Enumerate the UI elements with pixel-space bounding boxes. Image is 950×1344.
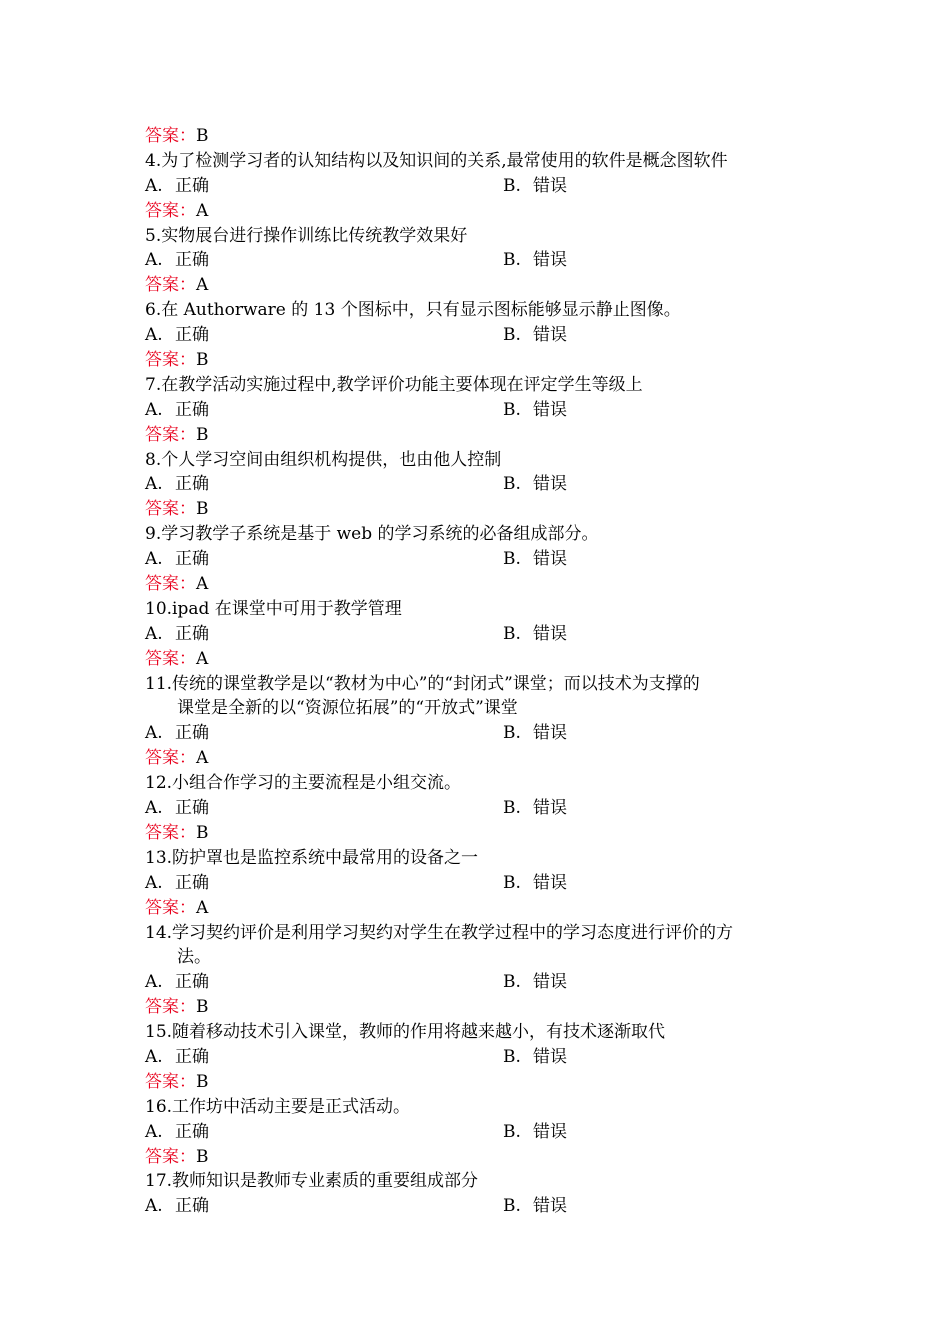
answer-line xyxy=(0,995,950,1020)
question-text: 4.为了检测学习者的认知结构以及知识间的关系,最常使用的软件是概念图软件 xyxy=(145,150,728,171)
option-a xyxy=(145,796,209,821)
question-text: 17.教师知识是教师专业素质的重要组成部分 xyxy=(145,1171,479,1192)
answer-value: B xyxy=(196,424,209,445)
question-text: 9.学习教学子系统是基于 web 的学习系统的必备组成部分。 xyxy=(145,524,599,545)
option-a xyxy=(145,1045,209,1070)
answer-line xyxy=(0,497,950,522)
option-b xyxy=(503,871,567,896)
option-b-letter: B. xyxy=(503,325,521,346)
option-b-text: 错误 xyxy=(533,175,567,196)
option-a-letter: A. xyxy=(145,175,163,196)
option-b-letter: B. xyxy=(503,399,521,420)
answer-line xyxy=(0,199,950,224)
option-a-letter: A. xyxy=(145,872,163,893)
options-line xyxy=(0,970,950,995)
option-a xyxy=(145,174,209,199)
question-text: 13.防护罩也是监控系统中最常用的设备之一 xyxy=(145,847,479,868)
option-b-text: 错误 xyxy=(533,325,567,346)
answer-label: 答案： xyxy=(145,200,196,221)
question-text: 16.工作坊中活动主要是正式活动。 xyxy=(145,1096,411,1117)
option-a xyxy=(145,1194,209,1219)
question-block xyxy=(0,1169,950,1219)
option-b xyxy=(503,622,567,647)
question-text: 8.个人学习空间由组织机构提供，也由他人控制 xyxy=(145,449,502,470)
option-b-letter: B. xyxy=(503,872,521,893)
options-line xyxy=(0,547,950,572)
question-text: 法。 xyxy=(177,947,211,968)
option-a-text: 正确 xyxy=(175,798,209,819)
option-b-text: 错误 xyxy=(533,399,567,420)
option-b xyxy=(503,323,567,348)
question-text: 11.传统的课堂教学是以“教材为中心”的“封闭式”课堂；而以技术为支撑的 xyxy=(145,673,700,694)
answer-value: B xyxy=(196,499,209,520)
question-block xyxy=(0,771,950,846)
answer-label: 答案： xyxy=(145,350,196,371)
option-a xyxy=(145,323,209,348)
options-line xyxy=(0,1045,950,1070)
answer-label: 答案： xyxy=(145,748,196,769)
option-b xyxy=(503,721,567,746)
answer-value: B xyxy=(196,350,209,371)
answer-label: 答案： xyxy=(145,648,196,669)
answer-line xyxy=(0,423,950,448)
option-a xyxy=(145,871,209,896)
answer-label: 答案： xyxy=(145,1146,196,1167)
answer-label: 答案： xyxy=(145,126,196,146)
options-line xyxy=(0,721,950,746)
option-b xyxy=(503,472,567,497)
option-a-text: 正确 xyxy=(175,972,209,993)
answer-value: B xyxy=(196,822,209,843)
option-a-letter: A. xyxy=(145,972,163,993)
option-b-letter: B. xyxy=(503,474,521,495)
option-a xyxy=(145,248,209,273)
option-b-text: 错误 xyxy=(533,250,567,271)
option-a-text: 正确 xyxy=(175,1121,209,1142)
option-b xyxy=(503,398,567,423)
option-a-letter: A. xyxy=(145,250,163,271)
question-block xyxy=(0,1095,950,1170)
question-text: 6.在 Authorware 的 13 个图标中，只有显示图标能够显示静止图像。 xyxy=(145,300,681,321)
option-a-letter: A. xyxy=(145,399,163,420)
option-b-letter: B. xyxy=(503,623,521,644)
answer-line xyxy=(0,124,950,149)
answer-value: A xyxy=(196,648,209,669)
option-a-text: 正确 xyxy=(175,1046,209,1067)
option-b-letter: B. xyxy=(503,1046,521,1067)
option-a-letter: A. xyxy=(145,1121,163,1142)
option-a xyxy=(145,970,209,995)
question-text: 14.学习契约评价是利用学习契约对学生在教学过程中的学习态度进行评价的方 xyxy=(145,922,734,943)
option-b xyxy=(503,1120,567,1145)
option-a-letter: A. xyxy=(145,325,163,346)
option-a xyxy=(145,622,209,647)
option-b xyxy=(503,547,567,572)
option-b-text: 错误 xyxy=(533,474,567,495)
question-block xyxy=(0,597,950,672)
options-line xyxy=(0,323,950,348)
option-b-letter: B. xyxy=(503,250,521,271)
options-line xyxy=(0,248,950,273)
option-b xyxy=(503,796,567,821)
option-a-text: 正确 xyxy=(175,474,209,495)
option-a-text: 正确 xyxy=(175,872,209,893)
option-a-text: 正确 xyxy=(175,549,209,570)
question-text: 15.随着移动技术引入课堂，教师的作用将越来越小，有技术逐渐取代 xyxy=(145,1022,666,1043)
option-a xyxy=(145,547,209,572)
option-b-text: 错误 xyxy=(533,1121,567,1142)
question-text: 12.小组合作学习的主要流程是小组交流。 xyxy=(145,773,462,794)
options-line xyxy=(0,398,950,423)
options-line xyxy=(0,472,950,497)
answer-line xyxy=(0,647,950,672)
option-a-text: 正确 xyxy=(175,723,209,744)
answer-line xyxy=(0,821,950,846)
option-b-text: 错误 xyxy=(533,1046,567,1067)
option-b-text: 错误 xyxy=(533,972,567,993)
answer-label: 答案： xyxy=(145,897,196,918)
option-a xyxy=(145,472,209,497)
option-b xyxy=(503,248,567,273)
options-line xyxy=(0,1194,950,1219)
option-a-letter: A. xyxy=(145,1196,163,1217)
option-a-text: 正确 xyxy=(175,175,209,196)
answer-value: A xyxy=(196,574,209,595)
option-b-letter: B. xyxy=(503,972,521,993)
answer-value: A xyxy=(196,200,209,221)
options-line xyxy=(0,622,950,647)
answer-label: 答案： xyxy=(145,822,196,843)
answer-line xyxy=(0,273,950,298)
option-a-text: 正确 xyxy=(175,1196,209,1217)
answer-label: 答案： xyxy=(145,574,196,595)
options-line xyxy=(0,871,950,896)
answer-label: 答案： xyxy=(145,1071,196,1092)
option-b-letter: B. xyxy=(503,798,521,819)
question-text: 5.实物展台进行操作训练比传统教学效果好 xyxy=(145,225,468,246)
answer-value: B xyxy=(196,997,209,1018)
option-a xyxy=(145,398,209,423)
options-line xyxy=(0,796,950,821)
answer-value: A xyxy=(196,275,209,296)
option-b-letter: B. xyxy=(503,175,521,196)
answer-line xyxy=(0,572,950,597)
option-b-letter: B. xyxy=(503,723,521,744)
answer-line xyxy=(0,896,950,921)
options-line xyxy=(0,1120,950,1145)
option-b xyxy=(503,1045,567,1070)
answer-value: B xyxy=(196,126,209,146)
question-block xyxy=(0,448,950,523)
option-a-text: 正确 xyxy=(175,325,209,346)
question-block xyxy=(0,149,950,224)
question-text: 课堂是全新的以“资源位拓展”的“开放式”课堂 xyxy=(177,698,518,719)
option-b-letter: B. xyxy=(503,549,521,570)
question-block xyxy=(0,373,950,448)
option-b-text: 错误 xyxy=(533,1196,567,1217)
option-b-letter: B. xyxy=(503,1196,521,1217)
answer-label: 答案： xyxy=(145,997,196,1018)
option-a-text: 正确 xyxy=(175,250,209,271)
option-b-text: 错误 xyxy=(533,798,567,819)
option-b xyxy=(503,1194,567,1219)
answer-line xyxy=(0,1070,950,1095)
answer-label: 答案： xyxy=(145,275,196,296)
option-b-text: 错误 xyxy=(533,723,567,744)
options-line xyxy=(0,174,950,199)
answer-line xyxy=(0,1145,950,1170)
option-b-letter: B. xyxy=(503,1121,521,1142)
option-b-text: 错误 xyxy=(533,872,567,893)
option-b-text: 错误 xyxy=(533,623,567,644)
option-b-text: 错误 xyxy=(533,549,567,570)
quiz-document xyxy=(0,124,950,1219)
answer-value: A xyxy=(196,748,209,769)
option-a xyxy=(145,1120,209,1145)
question-block xyxy=(0,522,950,597)
answer-line xyxy=(0,348,950,373)
question-block xyxy=(0,672,950,772)
option-a-letter: A. xyxy=(145,623,163,644)
answer-value: B xyxy=(196,1146,209,1167)
question-block xyxy=(0,224,950,299)
question-block xyxy=(0,846,950,921)
option-a-letter: A. xyxy=(145,549,163,570)
answer-value: B xyxy=(196,1071,209,1092)
answer-label: 答案： xyxy=(145,499,196,520)
option-a-letter: A. xyxy=(145,798,163,819)
option-a xyxy=(145,721,209,746)
answer-line xyxy=(0,746,950,771)
question-text: 10.ipad 在课堂中可用于教学管理 xyxy=(145,598,402,619)
answer-value: A xyxy=(196,897,209,918)
option-b xyxy=(503,174,567,199)
option-a-letter: A. xyxy=(145,1046,163,1067)
option-b xyxy=(503,970,567,995)
option-a-text: 正确 xyxy=(175,399,209,420)
question-block xyxy=(0,1020,950,1095)
option-a-letter: A. xyxy=(145,474,163,495)
option-a-letter: A. xyxy=(145,723,163,744)
option-a-text: 正确 xyxy=(175,623,209,644)
answer-label: 答案： xyxy=(145,424,196,445)
question-block xyxy=(0,298,950,373)
question-text: 7.在教学活动实施过程中,教学评价功能主要体现在评定学生等级上 xyxy=(145,374,643,395)
question-block xyxy=(0,921,950,1021)
